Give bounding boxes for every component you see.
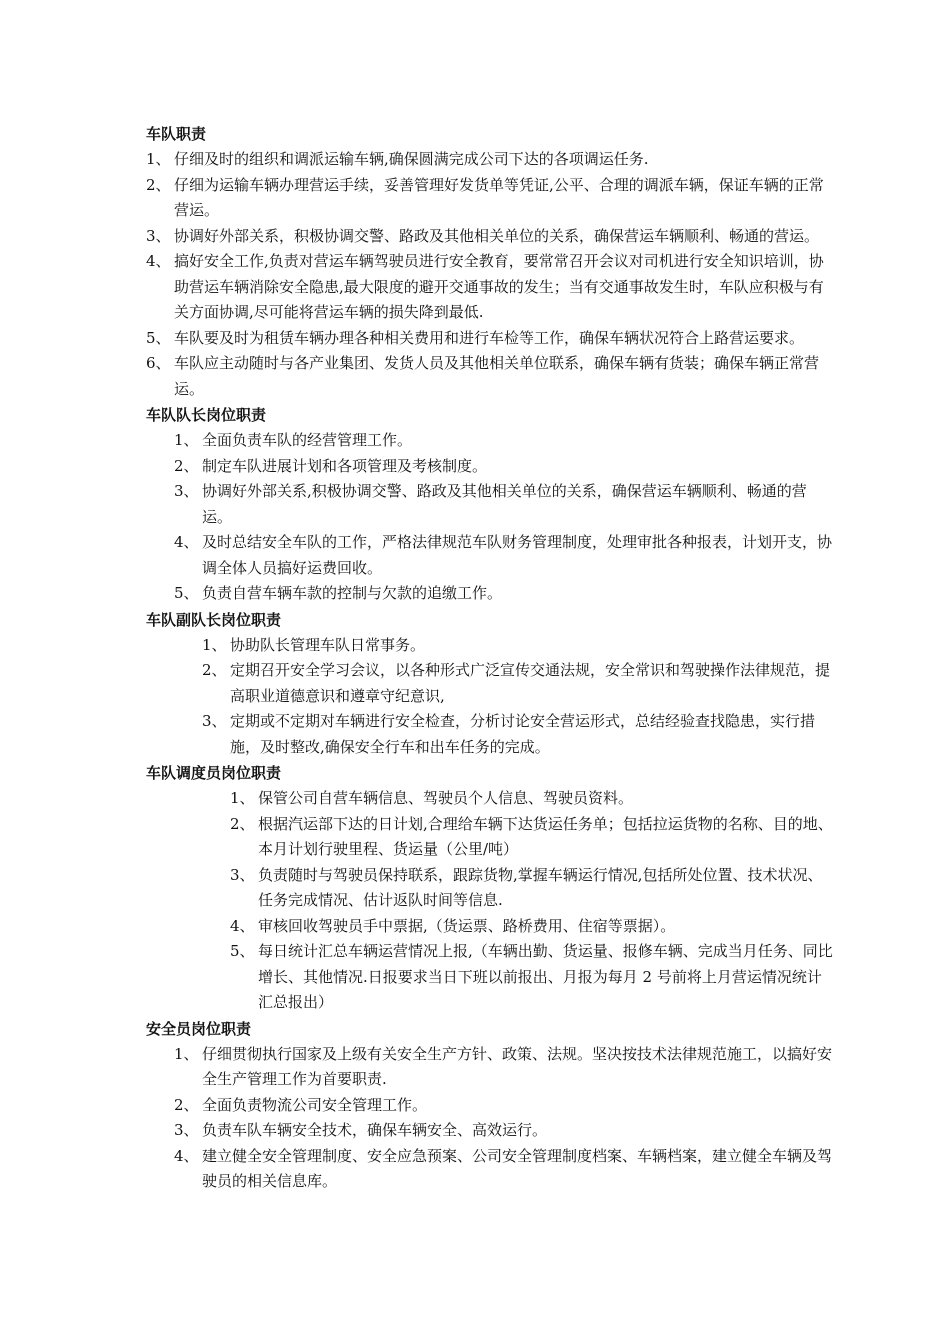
section-heading: 车队职责 bbox=[146, 125, 207, 143]
list-item bbox=[174, 1042, 836, 1093]
list-item bbox=[230, 812, 836, 863]
item-number: 3、 bbox=[146, 226, 171, 245]
item-number: 2、 bbox=[230, 814, 255, 833]
item-text: 搞好安全工作,负责对营运车辆驾驶员进行安全教育，要常常召开会议对司机进行安全知识培训，协助营运车辆消除安全隐患,最大限度的避开交通事故的发生；当有交通事故发生时，车队应积极与有关方面协调,尽可能将营运车辆的损失降到最低. bbox=[174, 252, 824, 321]
item-text: 负责车队车辆安全技术，确保车辆安全、高效运行。 bbox=[202, 1121, 548, 1139]
item-number: 1、 bbox=[230, 789, 255, 807]
list-item bbox=[174, 454, 836, 480]
section-heading: 安全员岗位职责 bbox=[146, 1019, 252, 1038]
item-text: 根据汽运部下达的日计划,合理给车辆下达货运任务单；包括拉运货物的名称、目的地、本月计划行驶里程、货运量（公里/吨） bbox=[258, 814, 833, 858]
item-number: 3、 bbox=[174, 482, 199, 500]
list-item bbox=[146, 224, 836, 250]
item-text: 协助队长管理车队日常事务。 bbox=[230, 635, 426, 654]
list-item bbox=[174, 581, 836, 607]
item-text: 负责随时与驾驶员保持联系，跟踪货物,掌握车辆运行情况,包括所处位置、技术状况、任务完成情况、估计返队时间等信息. bbox=[258, 865, 823, 909]
list-item bbox=[230, 863, 836, 914]
section-heading: 车队副队长岗位职责 bbox=[146, 610, 282, 629]
item-text: 协调好外部关系,积极协调交警、路政及其他相关单位的关系，确保营运车辆顺利、畅通的营运。 bbox=[202, 482, 807, 526]
list-item bbox=[202, 709, 836, 760]
list-item bbox=[146, 249, 836, 326]
list-item bbox=[174, 1144, 836, 1195]
item-number: 6、 bbox=[146, 354, 171, 372]
item-text: 协调好外部关系，积极协调交警、路政及其他相关单位的关系，确保营运车辆顺利、畅通的营运。 bbox=[174, 226, 820, 245]
item-number: 2、 bbox=[174, 456, 199, 475]
item-number: 2、 bbox=[174, 1095, 199, 1114]
document-body bbox=[146, 121, 836, 1195]
item-number: 1、 bbox=[174, 1044, 199, 1063]
item-text: 审核回收驾驶员手中票据,（货运票、路桥费用、住宿等票据）。 bbox=[258, 916, 676, 935]
item-text: 保管公司自营车辆信息、驾驶员个人信息、驾驶员资料。 bbox=[258, 789, 634, 807]
item-number: 3、 bbox=[202, 712, 227, 730]
item-text: 车队应主动随时与各产业集团、发货人员及其他相关单位联系，确保车辆有货装；确保车辆正常营运。 bbox=[174, 354, 820, 398]
item-number: 5、 bbox=[146, 328, 171, 347]
item-number: 4、 bbox=[146, 252, 171, 270]
item-number: 5、 bbox=[174, 584, 199, 602]
list-item bbox=[230, 939, 836, 1016]
list-item bbox=[174, 428, 836, 454]
section-safety-officer-duties bbox=[146, 1016, 836, 1195]
item-text: 建立健全安全管理制度、安全应急预案、公司安全管理制度档案、车辆档案，建立健全车辆及驾驶员的相关信息库。 bbox=[202, 1146, 833, 1190]
section-vice-captain-duties bbox=[146, 607, 836, 761]
item-text: 定期或不定期对车辆进行安全检查，分析讨论安全营运形式，总结经验查找隐患，实行措施，及时整改,确保安全行车和出车任务的完成。 bbox=[230, 712, 816, 756]
item-text: 每日统计汇总车辆运营情况上报,（车辆出勤、货运量、报修车辆、完成当月任务、同比增长、其他情况.日报要求当日下班以前报出、月报为每月 2 号前将上月营运情况统计汇总报出） bbox=[258, 942, 833, 1011]
item-number: 2、 bbox=[202, 661, 227, 679]
list-item bbox=[174, 1093, 836, 1119]
item-number: 2、 bbox=[146, 175, 171, 194]
item-text: 车队要及时为租赁车辆办理各种相关费用和进行车检等工作，确保车辆状况符合上路营运要求。 bbox=[174, 328, 805, 347]
list-item bbox=[202, 658, 836, 709]
section-heading: 车队队长岗位职责 bbox=[146, 406, 267, 424]
list-item bbox=[174, 530, 836, 581]
list-item bbox=[174, 479, 836, 530]
list-item bbox=[146, 147, 836, 173]
list-item bbox=[230, 786, 836, 812]
item-text: 仔细及时的组织和调派运输车辆,确保圆满完成公司下达的各项调运任务. bbox=[174, 150, 649, 168]
item-number: 1、 bbox=[202, 635, 227, 654]
item-number: 1、 bbox=[146, 150, 171, 168]
item-number: 1、 bbox=[174, 431, 199, 449]
item-text: 负责自营车辆车款的控制与欠款的追缴工作。 bbox=[202, 584, 503, 602]
list-item bbox=[146, 326, 836, 352]
list-item bbox=[146, 173, 836, 224]
item-text: 制定车队进展计划和各项管理及考核制度。 bbox=[202, 456, 488, 475]
item-number: 4、 bbox=[230, 916, 255, 935]
section-dispatcher-duties bbox=[146, 760, 836, 1016]
list-item bbox=[174, 1118, 836, 1144]
section-fleet-duties bbox=[146, 121, 836, 402]
item-number: 3、 bbox=[230, 865, 255, 884]
item-number: 4、 bbox=[174, 1146, 199, 1165]
item-text: 仔细贯彻执行国家及上级有关安全生产方针、政策、法规。坚决按技术法律规范施工，以搞好安全生产管理工作为首要职责. bbox=[202, 1044, 833, 1088]
item-text: 全面负责车队的经营管理工作。 bbox=[202, 431, 413, 449]
section-captain-duties bbox=[146, 402, 836, 607]
list-item bbox=[146, 351, 836, 402]
list-item bbox=[230, 914, 836, 940]
item-number: 4、 bbox=[174, 533, 199, 551]
item-text: 全面负责物流公司安全管理工作。 bbox=[202, 1095, 428, 1114]
item-text: 定期召开安全学习会议，以各种形式广泛宣传交通法规，安全常识和驾驶操作法律规范，提高职业道德意识和遵章守纪意识, bbox=[230, 661, 831, 705]
item-number: 5、 bbox=[230, 942, 255, 960]
item-text: 及时总结安全车队的工作，严格法律规范车队财务管理制度，处理审批各种报表，计划开支，协调全体人员搞好运费回收。 bbox=[202, 533, 833, 577]
section-heading: 车队调度员岗位职责 bbox=[146, 764, 282, 782]
item-text: 仔细为运输车辆办理营运手续，妥善管理好发货单等凭证,公平、合理的调派车辆，保证车辆的正常营运。 bbox=[174, 175, 824, 219]
list-item bbox=[202, 633, 836, 659]
item-number: 3、 bbox=[174, 1121, 199, 1139]
